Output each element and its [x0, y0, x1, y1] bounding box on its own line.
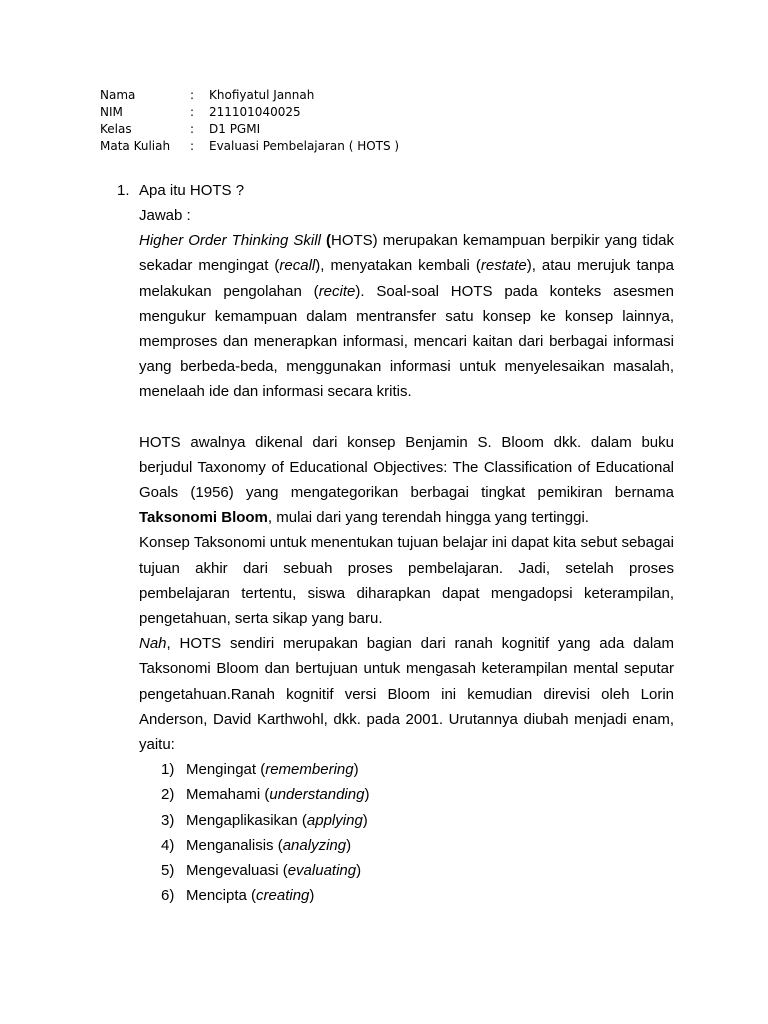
text-run: ): [364, 786, 370, 804]
info-label: Mata Kuliah: [100, 139, 171, 153]
info-colon: :: [190, 139, 195, 153]
paragraph-cognitive-domain: [139, 631, 674, 757]
italic-term: analyzing: [282, 836, 347, 854]
text-run: ), atau merujuk tanpa melakukan pengolahan (: [139, 257, 674, 300]
paragraph-definition: [139, 228, 674, 404]
text-run: , mulai dari yang terendah hingga yang tertinggi.: [267, 509, 589, 527]
paragraph-gap: [139, 405, 674, 430]
info-value: 211101040025: [209, 105, 301, 119]
italic-term: recite: [318, 282, 356, 300]
info-row-nama: [100, 87, 399, 104]
answer-body: [139, 203, 674, 908]
info-row-mata-kuliah: [100, 138, 399, 155]
text-run: ): [353, 761, 359, 779]
text-run: Menganalisis (: [186, 836, 283, 854]
text-run: ): [362, 811, 368, 829]
info-label: Kelas: [100, 122, 132, 136]
text-run: Mengevaluasi (: [186, 862, 288, 880]
info-label: NIM: [100, 105, 123, 119]
italic-term: applying: [306, 811, 363, 829]
list-number: 3): [161, 811, 175, 829]
answer-label: Jawab :: [139, 207, 191, 224]
italic-term: Higher Order Thinking Skill: [139, 232, 321, 250]
student-info-header: [100, 87, 399, 155]
info-row-nim: [100, 104, 399, 121]
italic-term: Nah: [139, 635, 167, 653]
cognitive-levels-list: [139, 757, 674, 908]
text-run: ): [346, 836, 352, 854]
info-value: Evaluasi Pembelajaran ( HOTS ): [209, 139, 400, 153]
text-run: HOTS awalnya dikenal dari konsep Benjamin S. Bloom dkk. dalam buku berjudul Taxonomy of Educational Objectives: The Classification of Educational Goals (1956) yang mengategorikan berbagai tingkat pemikiran bernama: [139, 433, 674, 502]
list-number: 6): [161, 887, 175, 905]
italic-term: creating: [256, 887, 310, 905]
text-run: HOTS) merupakan kemampuan berpikir yang tidak sekadar mengingat (: [139, 232, 675, 275]
text-run: Mencipta (: [186, 887, 257, 905]
italic-term: evaluating: [287, 862, 357, 880]
italic-term: restate: [480, 257, 527, 275]
text-run: Memahami (: [186, 786, 270, 804]
question-text: Apa itu HOTS ?: [139, 182, 245, 199]
list-item: [139, 833, 674, 858]
info-colon: :: [190, 122, 195, 136]
info-label: Nama: [100, 88, 136, 102]
paragraph-bloom-history: [139, 430, 674, 531]
list-number: 1): [161, 761, 175, 779]
text-run: , HOTS sendiri merupakan bagian dari ranah kognitif yang ada dalam Taksonomi Bloom dan bertujuan untuk mengasah keterampilan mental seputar pengetahuan.Ranah kognitif versi Bloom ini kemudian direvisi oleh Lorin Anderson, David Karthwohl, dkk. pada 2001. Urutannya diubah menjadi enam, yaitu:: [139, 635, 674, 754]
text-run: Mengingat (: [186, 761, 266, 779]
text-run: ), menyatakan kembali (: [315, 257, 481, 275]
text-run: ). Soal-soal HOTS pada konteks asesmen mengukur kemampuan dalam mentransfer satu konsep ke konsep lainnya, memproses dan menerapkan informasi, mencari kaitan dari berbagai informasi yang berbeda-beda, menggunakan informasi untuk menyelesaikan masalah, menelaah ide dan informasi secara kritis.: [139, 282, 674, 401]
text-run: Mengaplikasikan (: [186, 811, 307, 829]
text-run: ): [309, 887, 315, 905]
list-number: 2): [161, 786, 175, 804]
list-item: [139, 757, 674, 782]
list-number: 4): [161, 836, 175, 854]
info-value: Khofiyatul Jannah: [209, 88, 315, 102]
list-item: [139, 808, 674, 833]
italic-term: recall: [279, 257, 316, 275]
info-colon: :: [190, 88, 195, 102]
info-colon: :: [190, 105, 195, 119]
info-value: D1 PGMI: [209, 122, 261, 136]
italic-term: understanding: [269, 786, 365, 804]
italic-term: remembering: [265, 761, 354, 779]
info-row-kelas: [100, 121, 399, 138]
text-run: ): [356, 862, 362, 880]
paragraph-taxonomy-goal: Konsep Taksonomi untuk menentukan tujuan belajar ini dapat kita sebut sebagai tujuan akhir dari sebuah proses pembelajaran. Jadi, setelah proses pembelajaran tertentu, siswa diharapkan dapat mengadopsi keterampilan, pengetahuan, serta sikap yang baru.: [139, 534, 674, 628]
question-heading: [117, 178, 244, 203]
list-number: 5): [161, 862, 175, 880]
list-item: [139, 858, 674, 883]
bold-paren: (: [326, 232, 332, 250]
list-item: [139, 782, 674, 807]
list-item: [139, 883, 674, 908]
question-number: 1.: [117, 182, 130, 199]
bold-term: Taksonomi Bloom: [139, 509, 268, 527]
